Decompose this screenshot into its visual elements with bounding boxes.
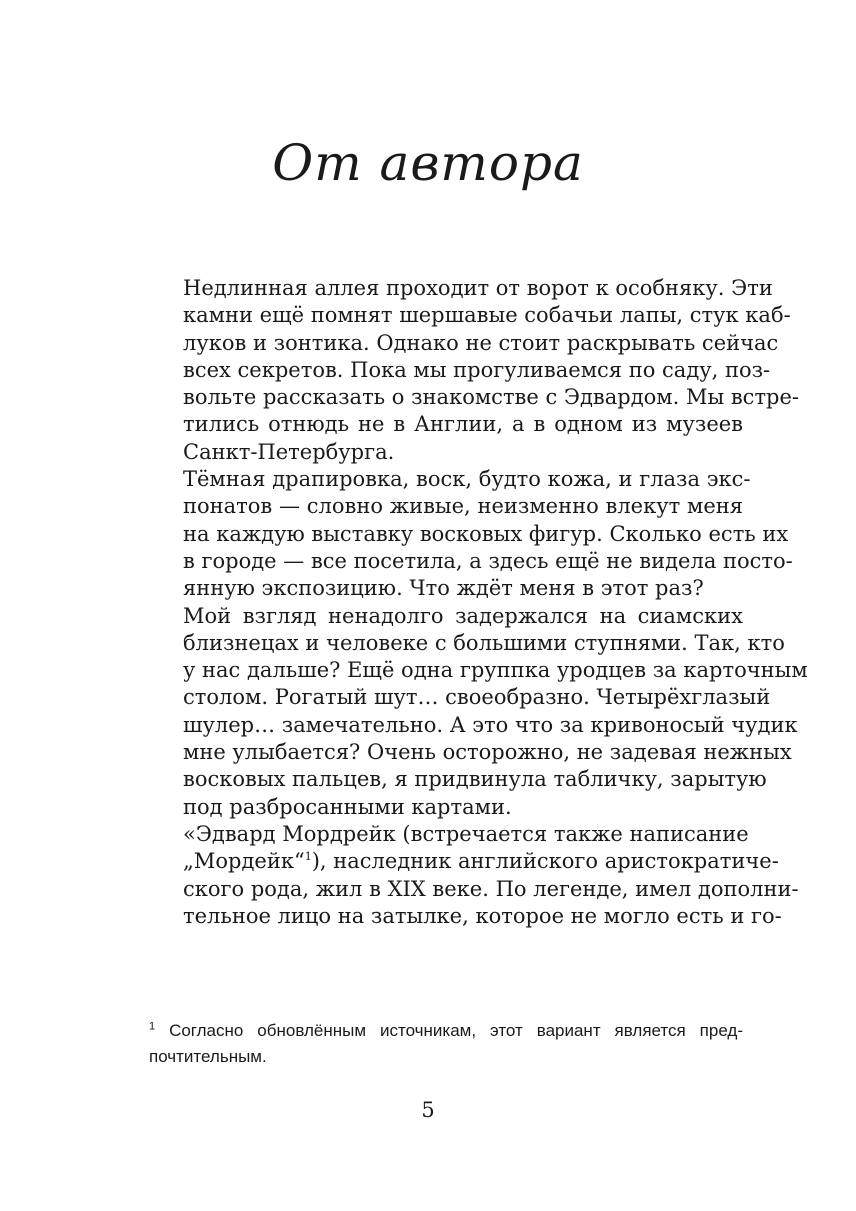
body-text bbox=[149, 275, 808, 930]
paragraph-3 bbox=[149, 603, 808, 821]
text-fragment: „Мордейк“ bbox=[183, 849, 305, 874]
text-line: всех секретов. Пока мы прогуливаемся по саду, поз- bbox=[183, 357, 771, 382]
text-line: Мой взгляд ненадолго задержался на сиамских bbox=[183, 603, 743, 628]
text-line: Санкт-Петербурга. bbox=[183, 439, 395, 464]
footnote-marker: 1 bbox=[149, 1020, 156, 1033]
text-line: тились отнюдь не в Англии, а в одном из музеев bbox=[183, 412, 743, 437]
text-line: вольте рассказать о знакомстве с Эдвардом. Мы встре- bbox=[183, 385, 800, 410]
page-number: 5 bbox=[421, 1098, 435, 1122]
text-line: близнецах и человеке с большими ступнями. Так, кто bbox=[183, 630, 785, 655]
paragraph-2 bbox=[149, 466, 793, 602]
paragraph-1 bbox=[149, 275, 800, 466]
footnote bbox=[149, 1018, 743, 1070]
text-line: на каждую выставку восковых фигур. Сколько есть их bbox=[183, 521, 789, 546]
text-line: ского рода, жил в XIX веке. По легенде, имел дополни- bbox=[183, 876, 799, 901]
text-line: янную экспозицию. Что ждёт меня в этот раз? bbox=[183, 576, 704, 601]
text-line: у нас дальше? Ещё одна группка уродцев за карточным bbox=[183, 658, 808, 683]
text-line: восковых пальцев, я придвинула табличку, зарытую bbox=[183, 767, 767, 792]
text-line bbox=[149, 848, 779, 875]
text-line: луков и зонтика. Однако не стоит раскрывать сейчас bbox=[183, 330, 779, 355]
text-line: мне улыбается? Очень осторожно, не задевая нежных bbox=[183, 740, 792, 765]
text-line: Тёмная драпировка, воск, будто кожа, и глаза экс- bbox=[183, 467, 751, 492]
footnote-line: почтительным. bbox=[149, 1047, 267, 1066]
text-line: в городе — все посетила, а здесь ещё не видела посто- bbox=[183, 548, 793, 573]
chapter-title: От автора bbox=[272, 134, 584, 192]
text-fragment: ), наследник английского аристократиче- bbox=[311, 849, 779, 874]
text-line: Недлинная аллея проходит от ворот к особняку. Эти bbox=[183, 276, 773, 300]
text-line: столом. Рогатый шут… своеобразно. Четырёхглазый bbox=[183, 685, 771, 710]
text-line: камни ещё помнят шершавые собачьи лапы, стук каб- bbox=[183, 303, 791, 328]
footnote-line bbox=[149, 1018, 743, 1044]
text-line: «Эдвард Мордрейк (встречается также написание bbox=[183, 821, 749, 846]
text-line: тельное лицо на затылке, которое не могло есть и го- bbox=[183, 903, 782, 928]
footnote-reference[interactable]: 1 bbox=[304, 850, 312, 864]
text-line: под разбросанными картами. bbox=[183, 794, 512, 819]
text-line: шулер… замечательно. А это что за кривоносый чудик bbox=[183, 712, 798, 737]
paragraph-4 bbox=[149, 821, 799, 930]
text-line: понатов — словно живые, неизменно влекут меня bbox=[183, 494, 743, 519]
footnote-text: Согласно обновлённым источникам, этот вариант является пред- bbox=[169, 1021, 743, 1040]
